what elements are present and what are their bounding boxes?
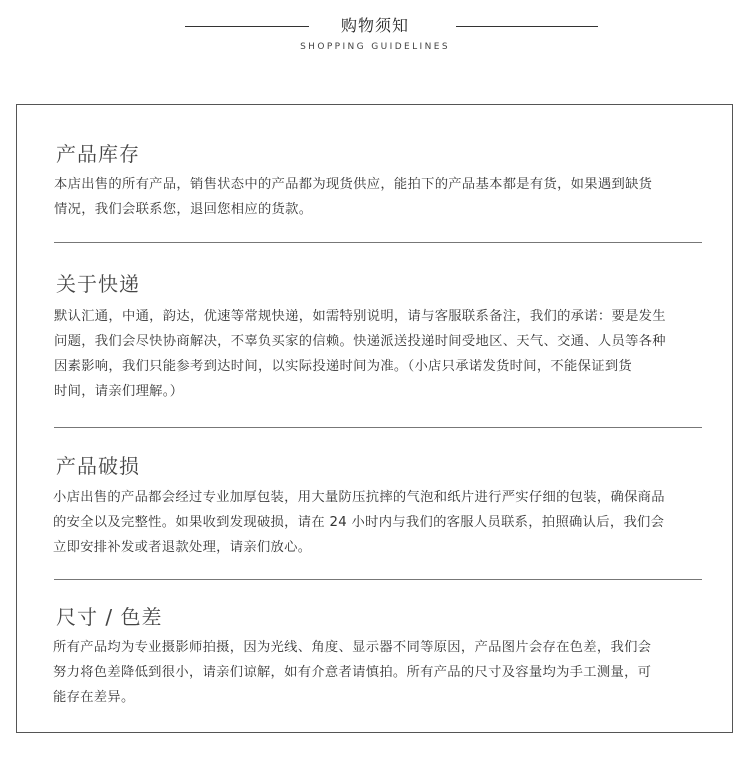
- section-divider: [54, 579, 702, 580]
- text-line: 默认汇通，中通，韵达，优速等常规快递，如需特别说明，请与客服联系备注，我们的承诺：要是发生: [54, 309, 666, 324]
- section-title-delivery: 关于快递: [56, 272, 140, 296]
- text-line: 时间，请亲们理解。）: [54, 384, 184, 399]
- section-text-inventory: [54, 172, 652, 222]
- guidelines-header: [0, 0, 750, 60]
- text-line: 问题，我们会尽快协商解决，不辜负买家的信赖。快递派送投递时间受地区、天气、交通、人员等各种: [54, 334, 666, 349]
- text-line: 立即安排补发或者退款处理，请亲们放心。: [53, 540, 312, 555]
- section-title-inventory: 产品库存: [56, 142, 140, 166]
- page-subtitle: SHOPPING GUIDELINES: [300, 42, 450, 52]
- text-line: 小店出售的产品都会经过专业加厚包装，用大量防压抗摔的气泡和纸片进行严实仔细的包装，确保商品: [53, 490, 665, 505]
- section-text-damage: [53, 485, 665, 560]
- text-line: 能存在差异。: [53, 690, 135, 705]
- header-rule-right: [456, 26, 598, 27]
- page-title: 购物须知: [340, 16, 409, 35]
- text-line: 的安全以及完整性。如果收到发现破损，请在 24 小时内与我们的客服人员联系，拍照确认后，我们会: [53, 515, 665, 530]
- section-divider: [54, 427, 702, 428]
- text-line: 情况，我们会联系您，退回您相应的货款。: [54, 202, 313, 217]
- section-text-size-color: [53, 635, 651, 710]
- section-text-delivery: [54, 304, 666, 404]
- text-line: 本店出售的所有产品，销售状态中的产品都为现货供应，能拍下的产品基本都是有货，如果遇到缺货: [54, 177, 653, 192]
- text-line: 所有产品均为专业摄影师拍摄，因为光线、角度、显示器不同等原因，产品图片会存在色差，我们会: [53, 640, 652, 655]
- section-title-size-color: 尺寸 / 色差: [56, 605, 163, 629]
- text-line: 努力将色差降低到很小，请亲们谅解，如有介意者请慎拍。所有产品的尺寸及容量均为手工测量，可: [53, 665, 652, 680]
- text-line: 因素影响，我们只能参考到达时间，以实际投递时间为准。（小店只承诺发货时间，不能保证到货: [54, 359, 633, 374]
- section-title-damage: 产品破损: [56, 454, 140, 478]
- section-divider: [54, 242, 702, 243]
